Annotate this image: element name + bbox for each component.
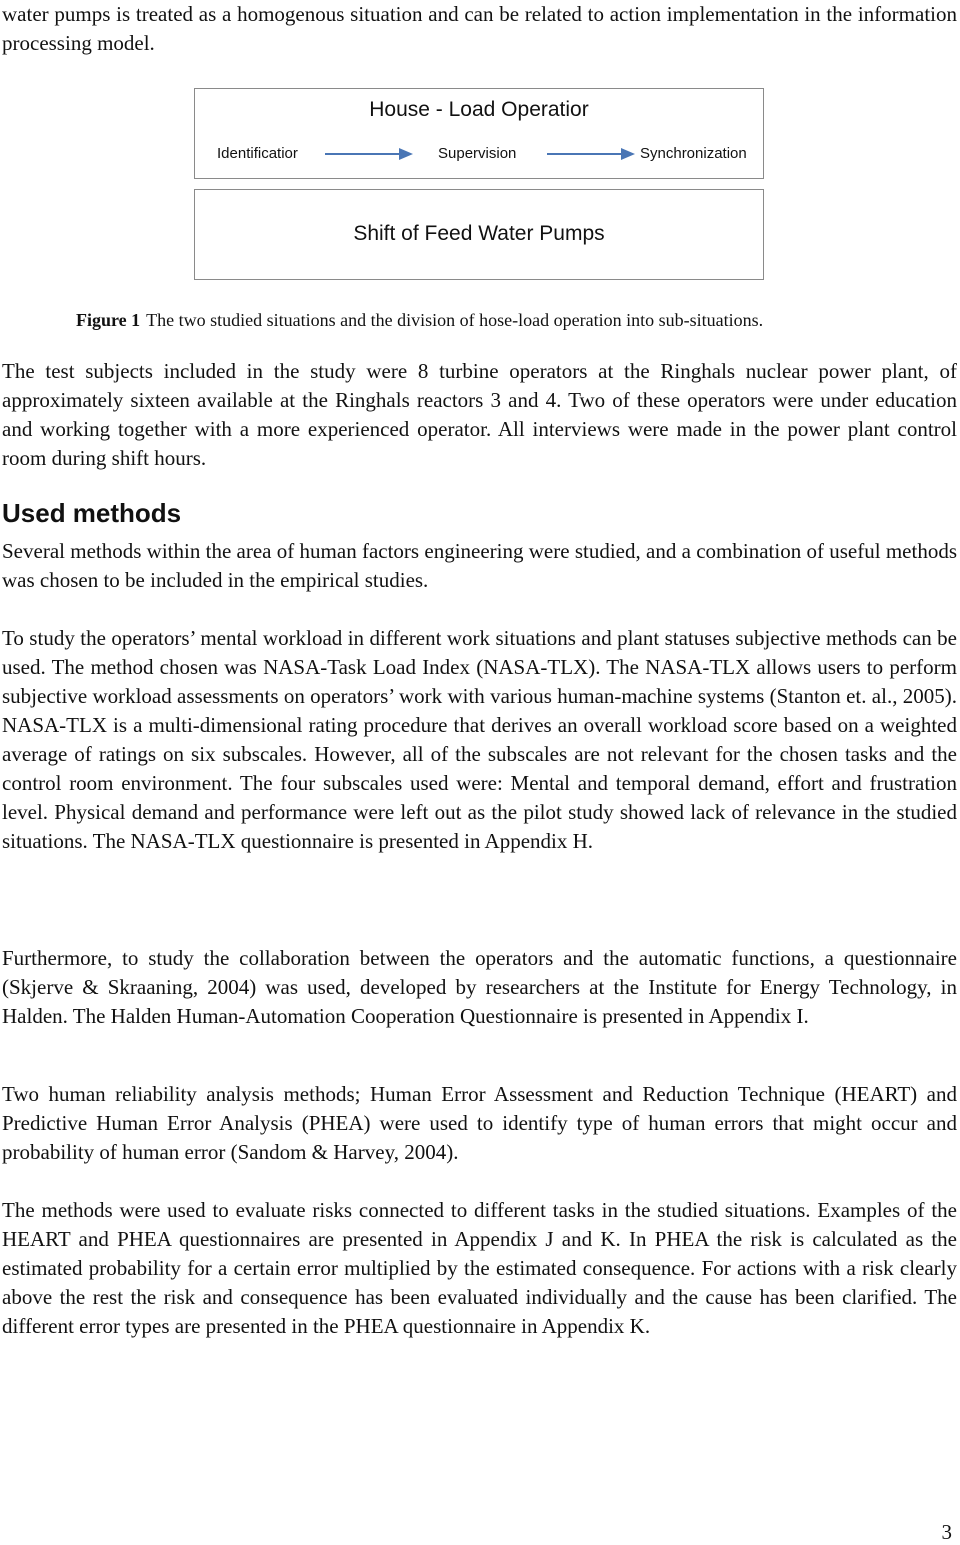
shift-feed-water-title: Shift of Feed Water Pumps bbox=[353, 222, 605, 245]
methods-paragraph-1: Several methods within the area of human factors engineering were studied, and a combination of useful methods was chosen to be included in the empirical studies. bbox=[2, 539, 957, 592]
step-supervision: Supervision bbox=[438, 145, 517, 162]
intro-paragraph: water pumps is treated as a homogenous situation and can be related to action implementation in the information processing model. bbox=[2, 2, 957, 55]
nasa-tlx-paragraph: To study the operators’ mental workload in different work situations and plant statuses subjective methods can be used. The method chosen was NASA-Task Load Index (NASA-TLX). The NASA-TLX allows users to perform subjective workload assessments on operators’ work with various human-machine systems (Stanton et. al., 2005). NASA-TLX is a multi-dimensional rating procedure that derives an overall workload score based on a weighted average of ratings on six subscales. However, all of the subscales are not relevant for the chosen tasks and the control room environment. The four subscales used were: Mental and temporal demand, effort and frustration level. Physical demand and performance were left out as the pilot study showed lack of relevance in the studied situations. The NASA-TLX questionnaire is presented in Appendix H. bbox=[2, 626, 957, 853]
figure-caption bbox=[76, 308, 763, 332]
arrow-right-icon bbox=[325, 147, 413, 161]
figure-caption-text: The two studied situations and the division of hose-load operation into sub-situations. bbox=[146, 310, 764, 330]
shift-feed-water-pumps-box bbox=[194, 189, 764, 280]
risk-evaluation-paragraph: The methods were used to evaluate risks connected to different tasks in the studied situations. Examples of the HEART and PHEA questionnaires are presented in Appendix J and K. In PHEA the risk is calculated as the estimated probability for a certain error multiplied by the estimated consequence. For actions with a risk clearly above the rest the risk and consequence has been evaluated individually and the cause has been clarified. The different error types are presented in the PHEA questionnaire in Appendix K. bbox=[2, 1198, 957, 1338]
figure-label: Figure 1 bbox=[76, 310, 141, 330]
step-identification: Identificatior bbox=[217, 145, 298, 162]
arrow-right-icon bbox=[547, 147, 635, 161]
house-load-operation-box bbox=[194, 88, 764, 179]
reliability-paragraph: Two human reliability analysis methods; Human Error Assessment and Reduction Technique (HEART) and Predictive Human Error Analysis (PHEA) were used to identify type of human errors that might occur and probability of human error (Sandom & Harvey, 2004). bbox=[2, 1082, 957, 1164]
section-heading-used-methods: Used methods bbox=[2, 498, 182, 528]
page-number: 3 bbox=[941, 1520, 952, 1544]
collaboration-paragraph: Furthermore, to study the collaboration between the operators and the automatic functions, a questionnaire (Skjerve & Skraaning, 2004) was used, developed by researchers at the Institute for Energy Technology, in Halden. The Halden Human-Automation Cooperation Questionnaire is presented in Appendix I. bbox=[2, 946, 957, 1028]
house-load-title: House - Load Operatior bbox=[369, 98, 589, 121]
test-subjects-paragraph: The test subjects included in the study were 8 turbine operators at the Ringhals nuclear power plant, of approximately sixteen available at the Ringhals reactors 3 and 4. Two of these operators were under education and working together with a more experienced operator. All interviews were made in the power plant control room during shift hours. bbox=[2, 359, 957, 470]
step-synchronization: Synchronization bbox=[640, 145, 747, 162]
